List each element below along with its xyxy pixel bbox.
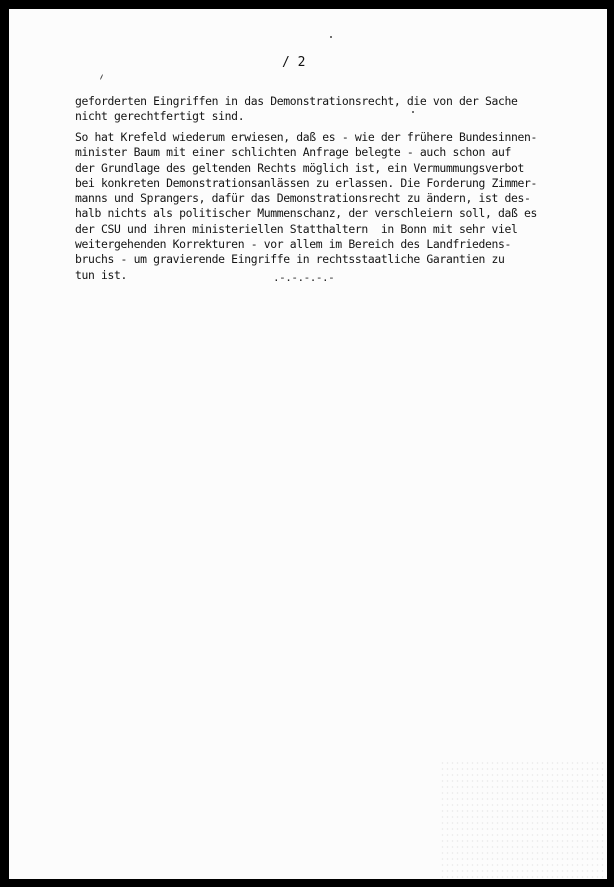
text-line: So hat Krefeld wiederum erwiesen, daß es - wie der frühere Bundesinnen- xyxy=(75,130,538,144)
page-number: / 2 xyxy=(282,55,306,70)
text-line: minister Baum mit einer schlichten Anfrage belegte - auch schon auf xyxy=(75,145,512,160)
text-line: geforderten Eingriffen in das Demonstrationsrecht, die von der Sache xyxy=(75,94,518,108)
text-line: manns und Sprangers, dafür das Demonstrationsrecht zu ändern, ist des- xyxy=(75,191,531,206)
paragraph-1 xyxy=(75,94,605,125)
paragraph-2 xyxy=(75,130,605,283)
end-mark: .-.-.-.-.- xyxy=(273,271,335,284)
text-line: bei konkreten Demonstrationsanlässen zu erlassen. Die Forderung Zimmer- xyxy=(75,175,538,190)
text-line: halb nichts als politischer Mummenschanz, der verschleiern soll, daß es xyxy=(75,206,538,221)
text-line: nicht gerechtfertigt sind. xyxy=(75,109,245,124)
text-line: der CSU und ihren ministeriellen Statthaltern in Bonn mit sehr viel xyxy=(75,221,518,236)
text-line: tun ist. xyxy=(75,267,128,282)
text-line: bruchs - um gravierende Eingriffe in rechtsstaatliche Garantien zu xyxy=(75,252,505,267)
text-line: der Grundlage des geltenden Rechts möglich ist, ein Vermummungsverbot xyxy=(75,160,525,175)
text-line: weitergehenden Korrekturen - vor allem im Bereich des Landfriedens- xyxy=(75,237,512,252)
scan-noise xyxy=(440,760,607,879)
scan-speck xyxy=(330,36,332,38)
